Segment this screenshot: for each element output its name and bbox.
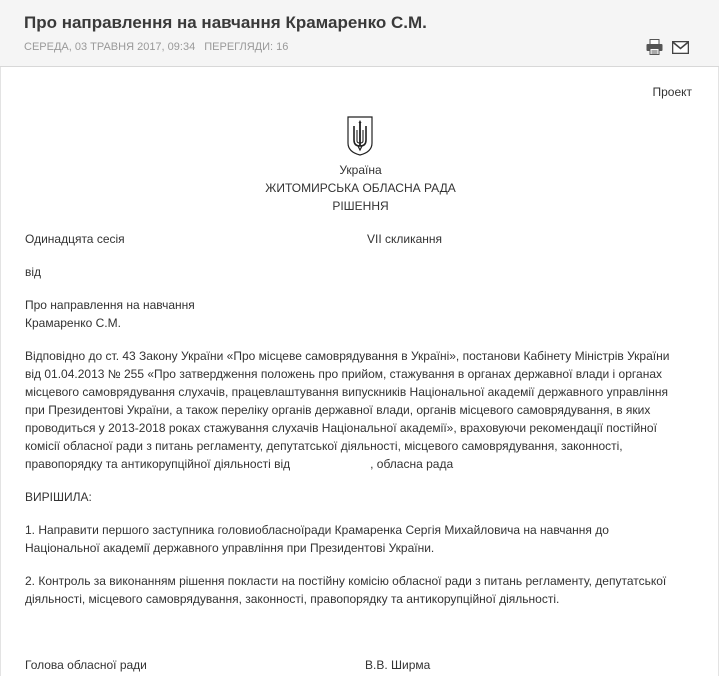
resolved-heading: ВИРІШИЛА: [25,490,92,504]
preamble-line: місцевого самоврядування слухачів, працевлаштування випускників Національної академії державного управління [25,385,668,399]
draft-label: Проект [652,85,692,99]
coat-of-arms-icon [347,116,373,156]
print-button[interactable] [645,38,663,56]
email-icon [672,41,689,54]
country-name: Україна [339,163,382,177]
signatory-name: В.В. Ширма [365,658,431,672]
preamble-last-part-a: правопорядку та антикорупційної діяльності від [25,457,291,471]
preamble-line-last [25,455,453,473]
item-2-line: 2. Контроль за виконанням рішення покласти на постійну комісію обласної ради з питань регламенту, депутатської [25,574,667,588]
date-label: від [25,265,42,279]
session-label: Одинадцята сесія [25,232,125,246]
views-count: ПЕРЕГЛЯДИ: 16 [204,41,289,53]
item-2-line: діяльності, місцевого самоврядування, законності, правопорядку та антикорупційної діяльності. [25,592,560,606]
preamble-line: від 01.04.2013 № 255 «Про затвердження положень про прийом, стажування в органах державної влади і органах [25,367,662,381]
council-name: ЖИТОМИРСЬКА ОБЛАСНА РАДА [265,181,456,195]
preamble-line: проводиться у 2013-2018 роках стажування слухачів Національної академії», враховуючи рекомендації постійної [25,421,657,435]
article-meta [24,41,288,53]
print-icon [646,39,663,55]
email-button[interactable] [671,38,689,56]
preamble-line: Відповідно до ст. 43 Закону України «Про місцеве самоврядування в Україні», постанови Кабінету Міністрів України [25,349,670,363]
item-1-line: 1. Направити першого заступника головиобласноїради Крамаренка Сергія Михайловича на навчання до [25,523,609,537]
article-title: Про направлення на навчання Крамаренко С.М. [24,13,427,32]
subject-line-1: Про направлення на навчання [25,298,195,312]
subject-line-2: Крамаренко С.М. [25,316,121,330]
preamble-line: комісії обласної ради з питань регламенту, депутатської діяльності, місцевого самоврядування, законності, [25,439,623,453]
document-body [0,67,719,676]
preamble-last-part-b: , обласна рада [370,457,454,471]
document-type: РІШЕННЯ [332,199,389,213]
signatory-title: Голова обласної ради [25,658,147,672]
article-actions [645,38,689,56]
article-header [0,0,719,67]
convocation-label: VII скликання [367,232,443,246]
publish-date: СЕРЕДА, 03 ТРАВНЯ 2017, 09:34 [24,41,196,53]
item-1-line: Національної академії державного управління при Президентові України. [25,541,435,555]
preamble-line: при Президентові України, а також переліку органів державної влади, органів місцевого самоврядування, в яких [25,403,651,417]
